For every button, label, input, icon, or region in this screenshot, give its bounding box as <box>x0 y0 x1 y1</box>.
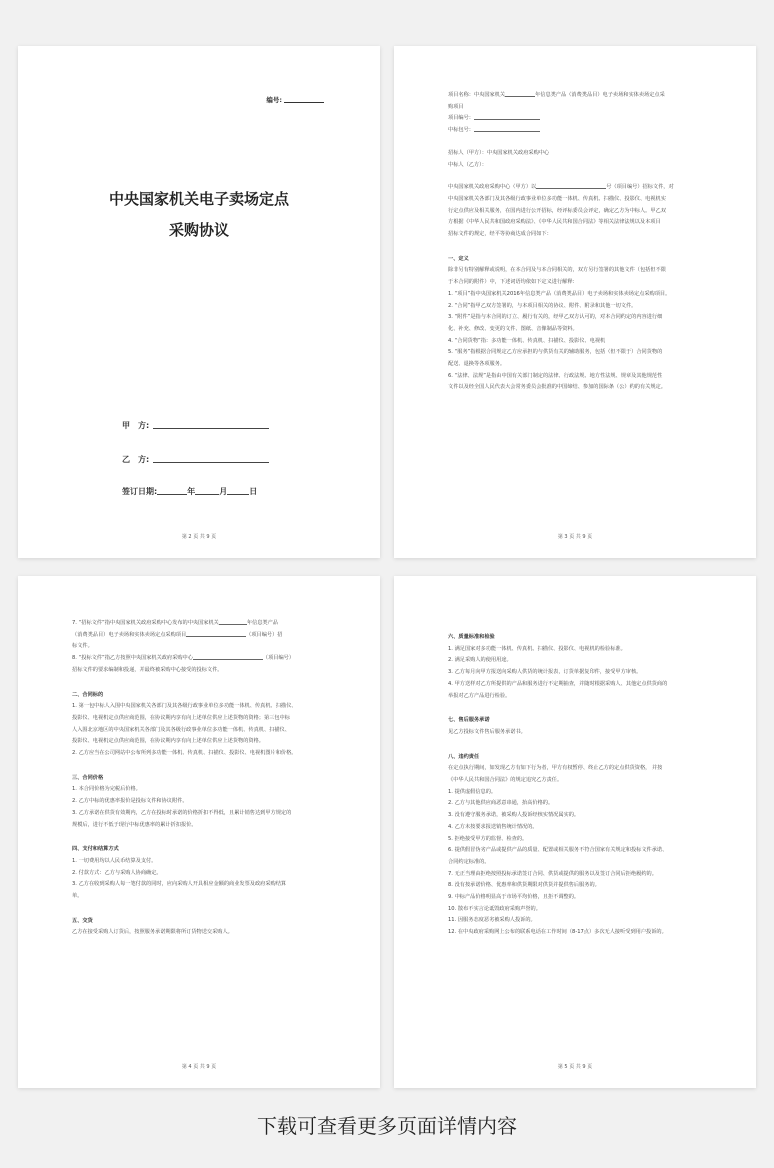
blank-line <box>219 624 247 625</box>
project-name-line <box>448 90 702 102</box>
para-line: 3. 乙方在收到采购人每一笔付款的同时，应向采购人开具相应金额的商业发票及政府采购结算 <box>72 881 287 888</box>
para-line: 2. 付款方式：乙方与采购人协商确定。 <box>72 869 162 876</box>
year-blank <box>157 494 187 495</box>
blank-line <box>474 119 540 120</box>
party-b-label: 乙 方: <box>122 455 150 464</box>
agreement-number <box>266 95 324 104</box>
day-label: 日 <box>249 487 258 496</box>
para-line: 2. 满足采购人的使用用途。 <box>448 657 512 664</box>
month-blank <box>195 494 219 495</box>
doc-title-line1: 中央国家机关电子卖场定点 <box>108 190 289 208</box>
para-line: 合同约定标准的。 <box>448 858 490 865</box>
text-span: 年信息类产品 <box>246 620 278 626</box>
text-span: （项目编号） <box>262 655 295 662</box>
para-line: 《中华人民共和国合同法》的规定追究乙方责任。 <box>448 777 563 784</box>
section-heading: 七、售后服务承诺 <box>448 717 490 724</box>
para-line: 投影仪、电视机定点供应商范围，在协议期内享有向上述单位供应上述货物的资格；第三包中标 <box>72 714 290 721</box>
para-line: 招标文件的要求编制和投递，并最终被采购中心接受的投标文件。 <box>72 666 223 673</box>
text-span: 8. “投标文件”指乙方按照中央国家机关政府采购中心 <box>72 655 193 662</box>
para-line: 于本合同的附件）中，下述词语均依如下定义进行解释： <box>448 279 578 286</box>
section-heading: 一、定义 <box>448 255 469 262</box>
sign-date-field <box>122 486 257 497</box>
blank-line <box>186 636 246 637</box>
para-line: 5. “服务”指根据合同规定乙方应承担的与供货有关的辅助服务，包括（但不限于）合同货物的 <box>448 349 663 356</box>
text-span: 7. “招标文件”指中央国家机关政府采购中心发布的中央国家机关 <box>72 620 219 626</box>
para-line: 2. “合同”指甲乙双方签署的，与本项目相关的协议、附件、附录和其他一切文件。 <box>448 302 637 309</box>
intro-line: 中央国家机关各部门及其各级行政事业单位多功能一体机、传真机、扫描仪、投影仪、电视机实 <box>448 195 666 202</box>
doc-title-line2: 采购协议 <box>168 221 229 239</box>
page-footer: 第 5 页 共 9 页 <box>557 1064 593 1070</box>
para-line: 11. 因服务态度恶劣被采购人投诉的。 <box>448 917 536 924</box>
blank-line <box>505 96 535 97</box>
intro-line: 招标文件的规定，经平等协商达成合同如下： <box>448 231 552 238</box>
para-line: 在定点执行期间，如发现乙方有如下行为者，甲方有权暂停、终止乙方的定点供货资格， 并按 <box>448 765 663 772</box>
document-page-4 <box>18 576 380 1088</box>
party-a-blank <box>153 428 269 429</box>
para-line: 人入围北京地区的中央国家机关各部门及其各级行政事业单位多功能一体机、传真机、扫描仪、 <box>72 726 290 733</box>
para-line: 6. 提供假冒伪劣产品或提供产品的质量、配置或相关服务不符合国家有关规定和投标文件承诺、 <box>448 847 668 854</box>
section-heading: 六、质量标准和检验 <box>448 634 495 640</box>
para-line: 1. “项目”指中央国家机关2016年信息类产品（消费类品目）电子卖场和实体卖场定点采购项目。 <box>448 290 671 297</box>
para-line: 化、补充、修改、变更的文件、图纸、音像制品等资料。 <box>448 325 578 332</box>
para-line: 1. 提供虚假信息的。 <box>448 788 497 795</box>
para-line: 4. 乙方未按要求报送销售统计情况的。 <box>448 823 538 830</box>
para-line <box>72 618 326 630</box>
intro-line <box>448 182 702 194</box>
project-no-line <box>448 113 702 125</box>
party-b-blank <box>153 462 269 463</box>
party-b-field <box>122 454 269 465</box>
para-line: 1. 本合同价格为完税后价格。 <box>72 786 141 793</box>
para-line: 投影仪、电视机定点供应商范围，在协议期内享有向上述单位供应上述货物的资格。 <box>72 738 264 745</box>
section-heading: 四、支付和结算方式 <box>72 846 119 853</box>
month-label: 月 <box>219 487 228 496</box>
para-line: 6. “法律、法规”是指由中国有关部门制定的法律、行政法规、地方性法规、规章及其他规范性 <box>448 372 663 379</box>
para-line: 乙方在接受采购人订货后，按照服务承诺期限将所订货物送交采购人。 <box>72 929 233 936</box>
blank-line <box>474 131 540 132</box>
page-footer: 第 4 页 共 9 页 <box>181 1064 217 1070</box>
para-line: 标文件。 <box>72 643 93 650</box>
para-line: 1. 第一包中标人入围中央国家机关各部门及其各级行政事业单位多功能一体机、传真机、扫描仪、 <box>72 703 297 710</box>
para-line: 1. 一切费用均以人民币结算及支付。 <box>72 857 157 864</box>
para-line: 配送、退换等各项服务。 <box>448 361 506 368</box>
para-line: 10. 散布不实言论诋毁政府采购声誉的。 <box>448 905 541 912</box>
text-span: 中标包号： <box>448 127 474 134</box>
para-line: 8. 没有按承诺价格、优惠率和供货期限对供货并提供售后服务的。 <box>448 882 600 889</box>
para-line: 9. 中标产品价格明显高于市场平均价格，且拒不调整的。 <box>448 894 580 901</box>
page-footer: 第 3 页 共 9 页 <box>557 534 593 540</box>
para-line: 3. 乙方承诺在供货有效期内，乙方在投标时承诺的价格折扣不得低，且累计销售达到甲方规定的 <box>72 809 292 816</box>
text-span: 号（项目编号）招标文件，对 <box>606 184 674 191</box>
para-line <box>72 653 326 665</box>
para-line <box>72 630 326 642</box>
para-line: 规模后，进行不低于现行中标优惠率的累计折扣报价。 <box>72 821 197 828</box>
text-span: （项目编号）招 <box>246 631 283 638</box>
day-blank <box>227 494 249 495</box>
para-line: 举报对乙方产品进行检验。 <box>448 692 511 699</box>
intro-line: 行定点供应及相关服务，在国内进行公开招标，经评标委员会评定，确定乙方为中标人。甲乙双 <box>448 207 666 214</box>
para-line: 单。 <box>72 893 83 900</box>
para-line: 除非另有特别解释或说明，在本合同及与本合同相关的，双方另行签署的其他文件（包括但不限 <box>448 267 666 274</box>
para-line: 文件以及经全国人民代表大会常务委员会批准的中国缔结、参加的国际条（公）约的有关规定。 <box>448 384 666 391</box>
para-line: 7. 无正当理由拒绝按照投标承诺签订合同、供货或提供的服务以及签订合同后拒绝履约的。 <box>448 870 657 877</box>
section-heading: 二、合同标的 <box>72 691 104 698</box>
para-line: 2. 乙方中标的优惠率报价是投标文件和协议附件。 <box>72 798 188 805</box>
para-line: 3. 没有遵守服务承诺，被采购人投诉经核实情况属实的。 <box>448 812 580 819</box>
document-page-5 <box>394 576 756 1088</box>
buyer-line: 招标人（甲方）：中央国家机关政府采购中心 <box>448 149 550 156</box>
para-line: 见乙方投标文件售后服务承诺书。 <box>448 728 526 735</box>
sign-date-label: 签订日期: <box>122 487 158 496</box>
blank-line <box>193 659 263 660</box>
winner-line: 中标人（乙方）： <box>448 161 487 168</box>
para-line: 2. 乙方与其他供应商恶意串通，抬高价格的。 <box>448 800 554 807</box>
para-line: 4. “合同货物”指：多功能一体机、传真机、扫描仪、投影仪、电视机 <box>448 337 606 344</box>
intro-line: 方根据《中华人民共和国政府采购法》、《中华人民共和国合同法》等相关法律法规以及本项目 <box>448 219 661 226</box>
party-a-label: 甲 方: <box>122 421 150 430</box>
text-span: 中央国家机关政府采购中心（甲方）以 <box>448 184 537 191</box>
section-heading: 三、合同价格 <box>72 774 104 781</box>
para-line: 3. 乙方每月向甲方报送向采购人供货的统计报表，订货单据复印件，接受甲方审核。 <box>448 669 642 676</box>
para-line: 1. 满足国家对多功能一体机、传真机、扫描仪、投影仪、电视机的检验标准。 <box>448 645 626 652</box>
text-span: 项目名称：中央国家机关 <box>448 92 506 98</box>
document-page-3 <box>394 46 756 558</box>
section-heading: 八、违约责任 <box>448 753 480 760</box>
number-label: 编号: <box>266 96 282 104</box>
para-line: 5. 拒绝接受甲方的监督、检查的。 <box>448 835 528 842</box>
bid-no-line <box>448 125 702 137</box>
section-heading: 五、交货 <box>72 917 93 924</box>
year-label: 年 <box>187 487 196 496</box>
para-line: 12. 在中央政府采购网上公布的联系电话在工作时间（8-17点）多次无人接听受到用户投诉的。 <box>448 929 667 936</box>
party-a-field <box>122 420 269 431</box>
blank-line <box>536 188 606 189</box>
para-line: 3. “附件”是指与本合同的订立、履行有关的，经甲乙双方认可的，对本合同约定的内容进行细 <box>448 314 663 321</box>
number-blank <box>284 102 324 103</box>
download-more-caption[interactable]: 下载可查看更多页面详情内容 <box>257 1114 517 1138</box>
text-span: 年信息类产品（消费类品目）电子卖场和实体卖场定点采 <box>535 92 665 98</box>
para-line: 2. 乙方应当在公司网站中公布所列多功能一体机、传真机、扫描仪、投影仪、电视机图片和价格。 <box>72 750 297 757</box>
text-span: （消费类品目）电子卖场和实体卖场定点采购项目 <box>72 631 187 638</box>
text-span: 项目编号： <box>448 115 474 122</box>
document-page-cover <box>18 46 380 558</box>
project-name-cont: 购项目 <box>448 103 464 110</box>
page-footer: 第 2 页 共 9 页 <box>181 534 217 540</box>
para-line: 4. 甲方送样对乙方所提供的产品和服务进行不定期抽查，并随时根据采购人、其他定点供货商的 <box>448 680 668 687</box>
